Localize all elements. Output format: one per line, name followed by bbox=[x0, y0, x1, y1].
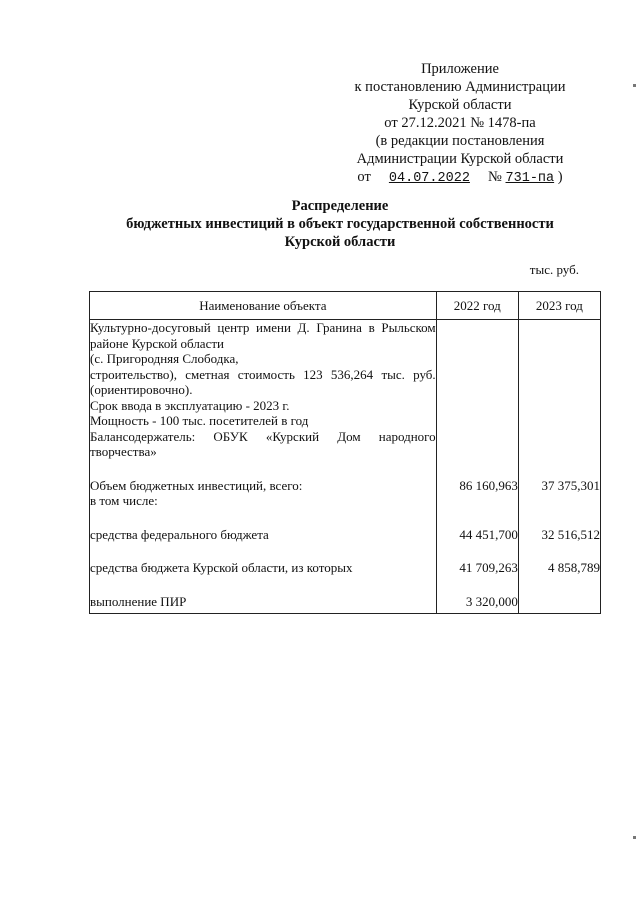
annex-title: Приложение bbox=[421, 61, 499, 77]
object-description-row bbox=[90, 320, 601, 478]
table-row bbox=[90, 527, 601, 561]
header-year-2023: 2023 год bbox=[518, 292, 600, 320]
object-line-9: творчества» bbox=[90, 444, 157, 459]
object-line-5: (ориентировочно). bbox=[90, 382, 193, 397]
header-object-name: Наименование объекта bbox=[90, 292, 437, 320]
row-total-2023: 37 375,301 bbox=[518, 478, 600, 527]
header-year-2022: 2022 год bbox=[436, 292, 518, 320]
annex-region-line: Курской области bbox=[408, 97, 512, 113]
row-federal-2023: 32 516,512 bbox=[518, 527, 600, 561]
object-line-4: строительство), сметная стоимость 123 536,264 тыс. руб. bbox=[90, 366, 436, 382]
row-total-sublabel: в том числе: bbox=[90, 493, 158, 508]
object-line-3: (с. Пригородняя Слободка, bbox=[90, 351, 239, 366]
unit-label: тыс. руб. bbox=[529, 262, 579, 277]
row-federal-2022: 44 451,700 bbox=[436, 527, 518, 561]
object-cell-2023 bbox=[518, 320, 600, 478]
scan-margin-mark bbox=[633, 836, 636, 839]
table-header-row bbox=[90, 292, 601, 320]
object-line-6: Срок ввода в эксплуатацию - 2023 г. bbox=[90, 397, 290, 413]
object-description bbox=[90, 320, 437, 478]
table-row bbox=[90, 560, 601, 594]
object-line-8: Балансодержатель: ОБУК «Курский Дом народного bbox=[90, 428, 436, 444]
row-pir-label: выполнение ПИР bbox=[90, 593, 187, 609]
row-total-2022: 86 160,963 bbox=[436, 478, 518, 527]
object-line-7: Мощность - 100 тыс. посетителей в год bbox=[90, 413, 309, 428]
title-line-3: Курской области bbox=[284, 234, 396, 250]
row-regional-2023: 4 858,789 bbox=[518, 560, 600, 594]
table-row bbox=[90, 478, 601, 527]
title-line-1: Распределение bbox=[291, 198, 389, 214]
row-total-label: Объем бюджетных инвестиций, всего: bbox=[90, 477, 303, 493]
title-line-2: бюджетных инвестиций в объект государственной собственности bbox=[126, 216, 554, 232]
amend-close: ) bbox=[557, 169, 563, 185]
amend-no-sign: № bbox=[488, 169, 502, 185]
row-pir-2022: 3 320,000 bbox=[436, 594, 518, 614]
annex-date-number: от 27.12.2021 № 1478-па bbox=[384, 115, 536, 131]
amend-date: 04.07.2022 bbox=[388, 171, 470, 186]
row-federal-label: средства федерального бюджета bbox=[90, 526, 269, 542]
investment-table bbox=[89, 291, 601, 614]
row-regional-label: средства бюджета Курской области, из которых bbox=[90, 560, 353, 575]
annex-admin-line: Администрации Курской области bbox=[356, 151, 564, 167]
row-regional-2022: 41 709,263 bbox=[436, 560, 518, 594]
annex-ref-line: к постановлению Администрации bbox=[354, 79, 566, 95]
amend-prefix: от bbox=[357, 169, 371, 185]
scan-margin-mark bbox=[633, 84, 636, 87]
object-cell-2022 bbox=[436, 320, 518, 478]
row-pir-2023 bbox=[518, 594, 600, 614]
object-line-1: Культурно-досуговый центр имени Д. Гранина в Рыльском bbox=[90, 320, 436, 335]
annex-block bbox=[340, 60, 580, 188]
document-title bbox=[60, 197, 620, 251]
object-line-2: районе Курской области bbox=[90, 335, 224, 351]
annex-amend-line: (в редакции постановления bbox=[375, 133, 545, 149]
annex-amend-ref bbox=[340, 168, 580, 188]
amend-number: 731-па bbox=[505, 171, 555, 186]
table-row bbox=[90, 594, 601, 614]
